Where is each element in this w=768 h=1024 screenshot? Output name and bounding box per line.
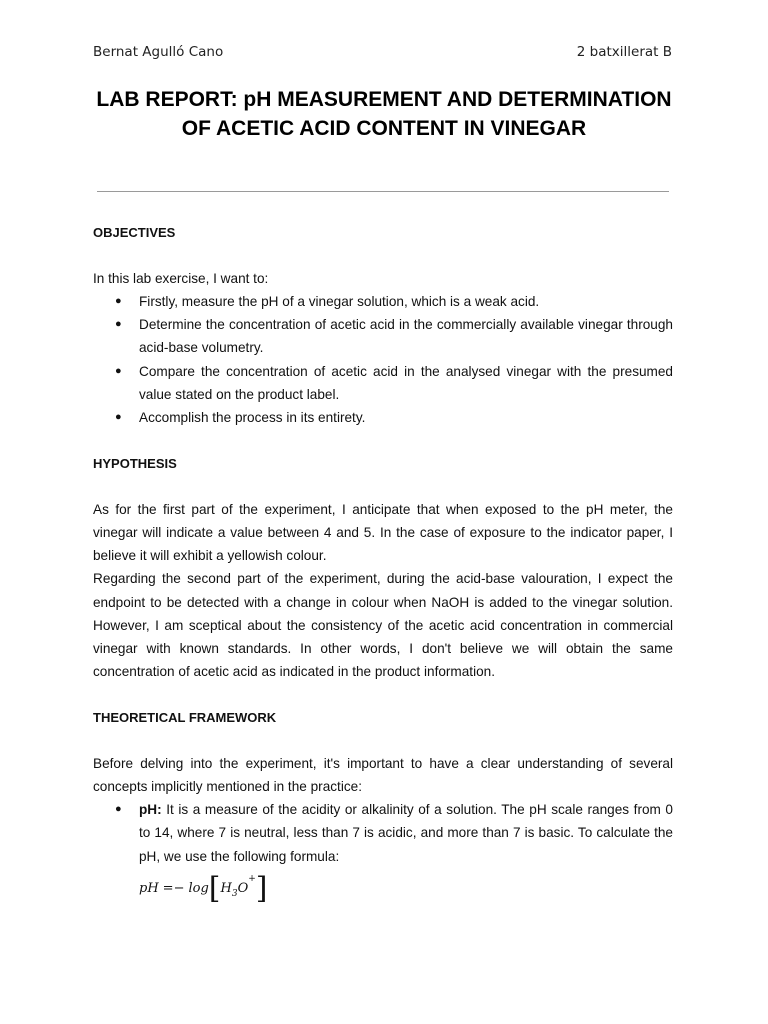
framework-list [93,798,673,867]
bullet-icon: ● [115,364,122,377]
list-item: ● Accomplish the process in its entirety. [93,406,673,429]
report-title: LAB REPORT: pH MEASUREMENT AND DETERMINATION OF ACETIC ACID CONTENT IN VINEGAR [96,88,672,140]
class-name: 2 batxillerat B [576,44,672,60]
hypothesis-paragraph-2: Regarding the second part of the experiment, during the acid-base valouration, I expect the endpoint to be detected with a change in colour when NaOH is added to the vinegar solution. However, I am sceptical about the consistency of the acetic acid concentration in commercial vinegar with known standards. In other words, I don't believe we will obtain the same concentration of acetic acid as indicated in the product information. [93,571,673,679]
ph-term: pH: [139,802,162,818]
objectives-heading: OBJECTIVES [93,225,176,240]
report-body [93,221,673,904]
hypothesis-paragraph-1: As for the first part of the experiment, I anticipate that when exposed to the pH meter, the vinegar will indicate a value between 4 and 5. In the case of exposure to the indicator paper, I believe it will exhibit a yellowish colour. [93,502,673,564]
framework-heading: THEORETICAL FRAMEWORK [93,709,277,725]
list-item [93,798,673,867]
bullet-icon: ● [115,410,122,423]
framework-intro: Before delving into the experiment, it's important to have a clear understanding of several concepts implicitly mentioned in the practice: [93,756,673,795]
bullet-icon: ● [115,318,122,331]
author-name: Bernat Agulló Cano [93,44,224,60]
ph-formula: pH =− log [ H 3 O + ] [139,870,268,906]
bullet-icon: ● [115,295,122,308]
list-item: ● Determine the concentration of acetic acid in the commercially available vinegar through acid-base volumetry. [93,313,673,359]
bullet-icon: ● [115,803,122,816]
title-divider [97,191,669,192]
objectives-list [93,290,673,429]
list-item: ● Compare the concentration of acetic acid in the analysed vinegar with the presumed value stated on the product label. [93,360,673,406]
objectives-intro: In this lab exercise, I want to: [93,271,269,287]
page-header [93,44,672,60]
ph-definition: It is a measure of the acidity or alkalinity of a solution. The pH scale ranges from 0 to 14, where 7 is neutral, less than 7 is acidic, and more than 7 is basic. To calculate the pH, we use the following formula: [139,802,673,864]
list-item: ● Firstly, measure the pH of a vinegar solution, which is a weak acid. [93,290,673,313]
hypothesis-heading: HYPOTHESIS [93,455,177,471]
